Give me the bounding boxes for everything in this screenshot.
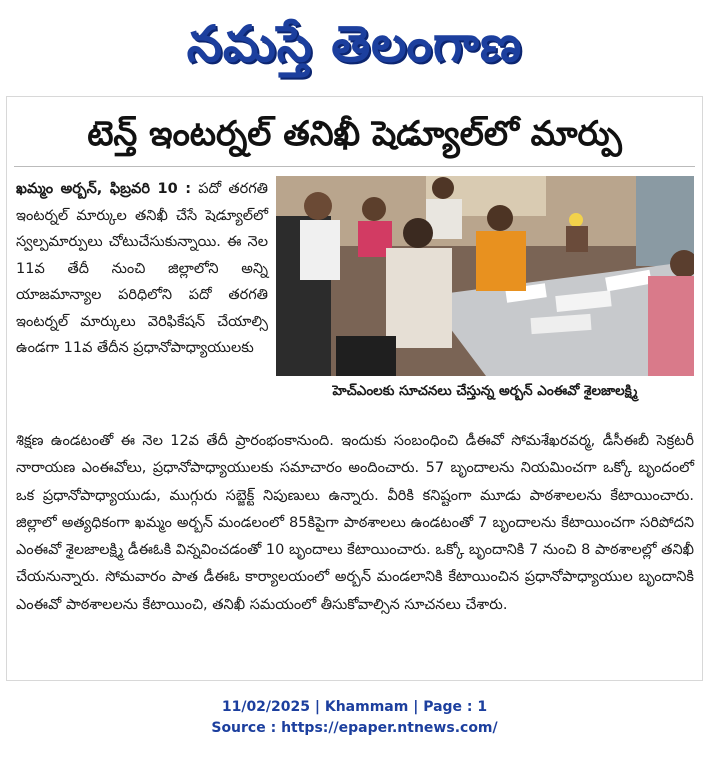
article-left-text: పదో తరగతి ఇంటర్నల్ మార్కుల తనిఖీ చేసే షెడ్యూల్‌లో స్వల్పమార్పులు చోటుచేసుకున్నాయి. ఈ నెల 11వ తేదీ నుంచి జిల్లాలోని అన్ని యాజమాన్యాల పరిధిలోని పదో తరగతి ఇంటర్నల్ మార్కులు వెరిఫికేషన్ చేయాల్సి ఉండగా 11వ తేదీన ప్రధానోపాధ్యాయులకు [16,181,268,356]
article-dateline: ఖమ్మం అర్బన్, ఫిబ్రవరి 10 : [16,181,192,197]
headline-divider [14,166,695,167]
meeting-photo-illustration [276,176,694,376]
masthead [0,4,709,88]
footer-source: Source : https://epaper.ntnews.com/ [211,720,498,736]
page-footer [0,697,709,739]
article-photo [276,176,694,376]
article-body-text: శిక్షణ ఉండటంతో ఈ నెల 12వ తేదీ ప్రారంభంకానుంది. ఇందుకు సంబంధించి డీఈవో సోమశేఖరవర్మ, డీసీఈబీ సెక్రటరీ నారాయణ ఎంఈవోలు, ప్రధానోపాధ్యాయులకు సమాచారం అందించారు. 57 బృందాలను నియమించగా ఒక్కో బృందంలో ఒక ప్రధానోపాధ్యాయుడు, ముగ్గురు సబ్జెక్ట్ నిపుణులు ఉన్నారు. వీరికి కనిష్టంగా మూడు పాఠశాలలను కేటాయించారు. జిల్లాలో అత్యధికంగా ఖమ్మం అర్బన్ మండలంలో 85కిపైగా పాఠశాలలు ఉండటంతో 7 బృందాలను కేటాయించగా సరిపోదని ఎంఈవో శైలజాలక్ష్మి డీఈఓకి విన్నవించడంతో 10 బృందాలు కేటాయించారు. ఒక్కో బృందానికి 7 నుంచి 8 పాఠశాలల్లో తనిఖీ చేయనున్నారు. సోమవారం పాత డీఈఓ కార్యాలయంలో అర్బన్ మండలానికి కేటాయించిన ప్రధానోపాధ్యాయుల బృందానికి ఎంఈవో పాఠశాలలను కేటాయించి, తనిఖీ సమయంలో తీసుకోవాల్సిన సూచనలు చేశారు. [16,433,694,613]
masthead-title: నమస్తే తెలంగాణ [186,15,523,73]
article-body [16,428,694,619]
article-left-column [16,176,268,362]
article-headline: టెన్త్ ఇంటర్నల్ తనిఖీ షెడ్యూల్‌లో మార్పు [87,114,622,154]
photo-caption: హెచ్ఎంలకు సూచనలు చేస్తున్న అర్బన్ ఎంఈవో శైలజాలక్ష్మి [332,383,638,399]
footer-edition-info: 11/02/2025 | Khammam | Page : 1 [221,699,488,715]
